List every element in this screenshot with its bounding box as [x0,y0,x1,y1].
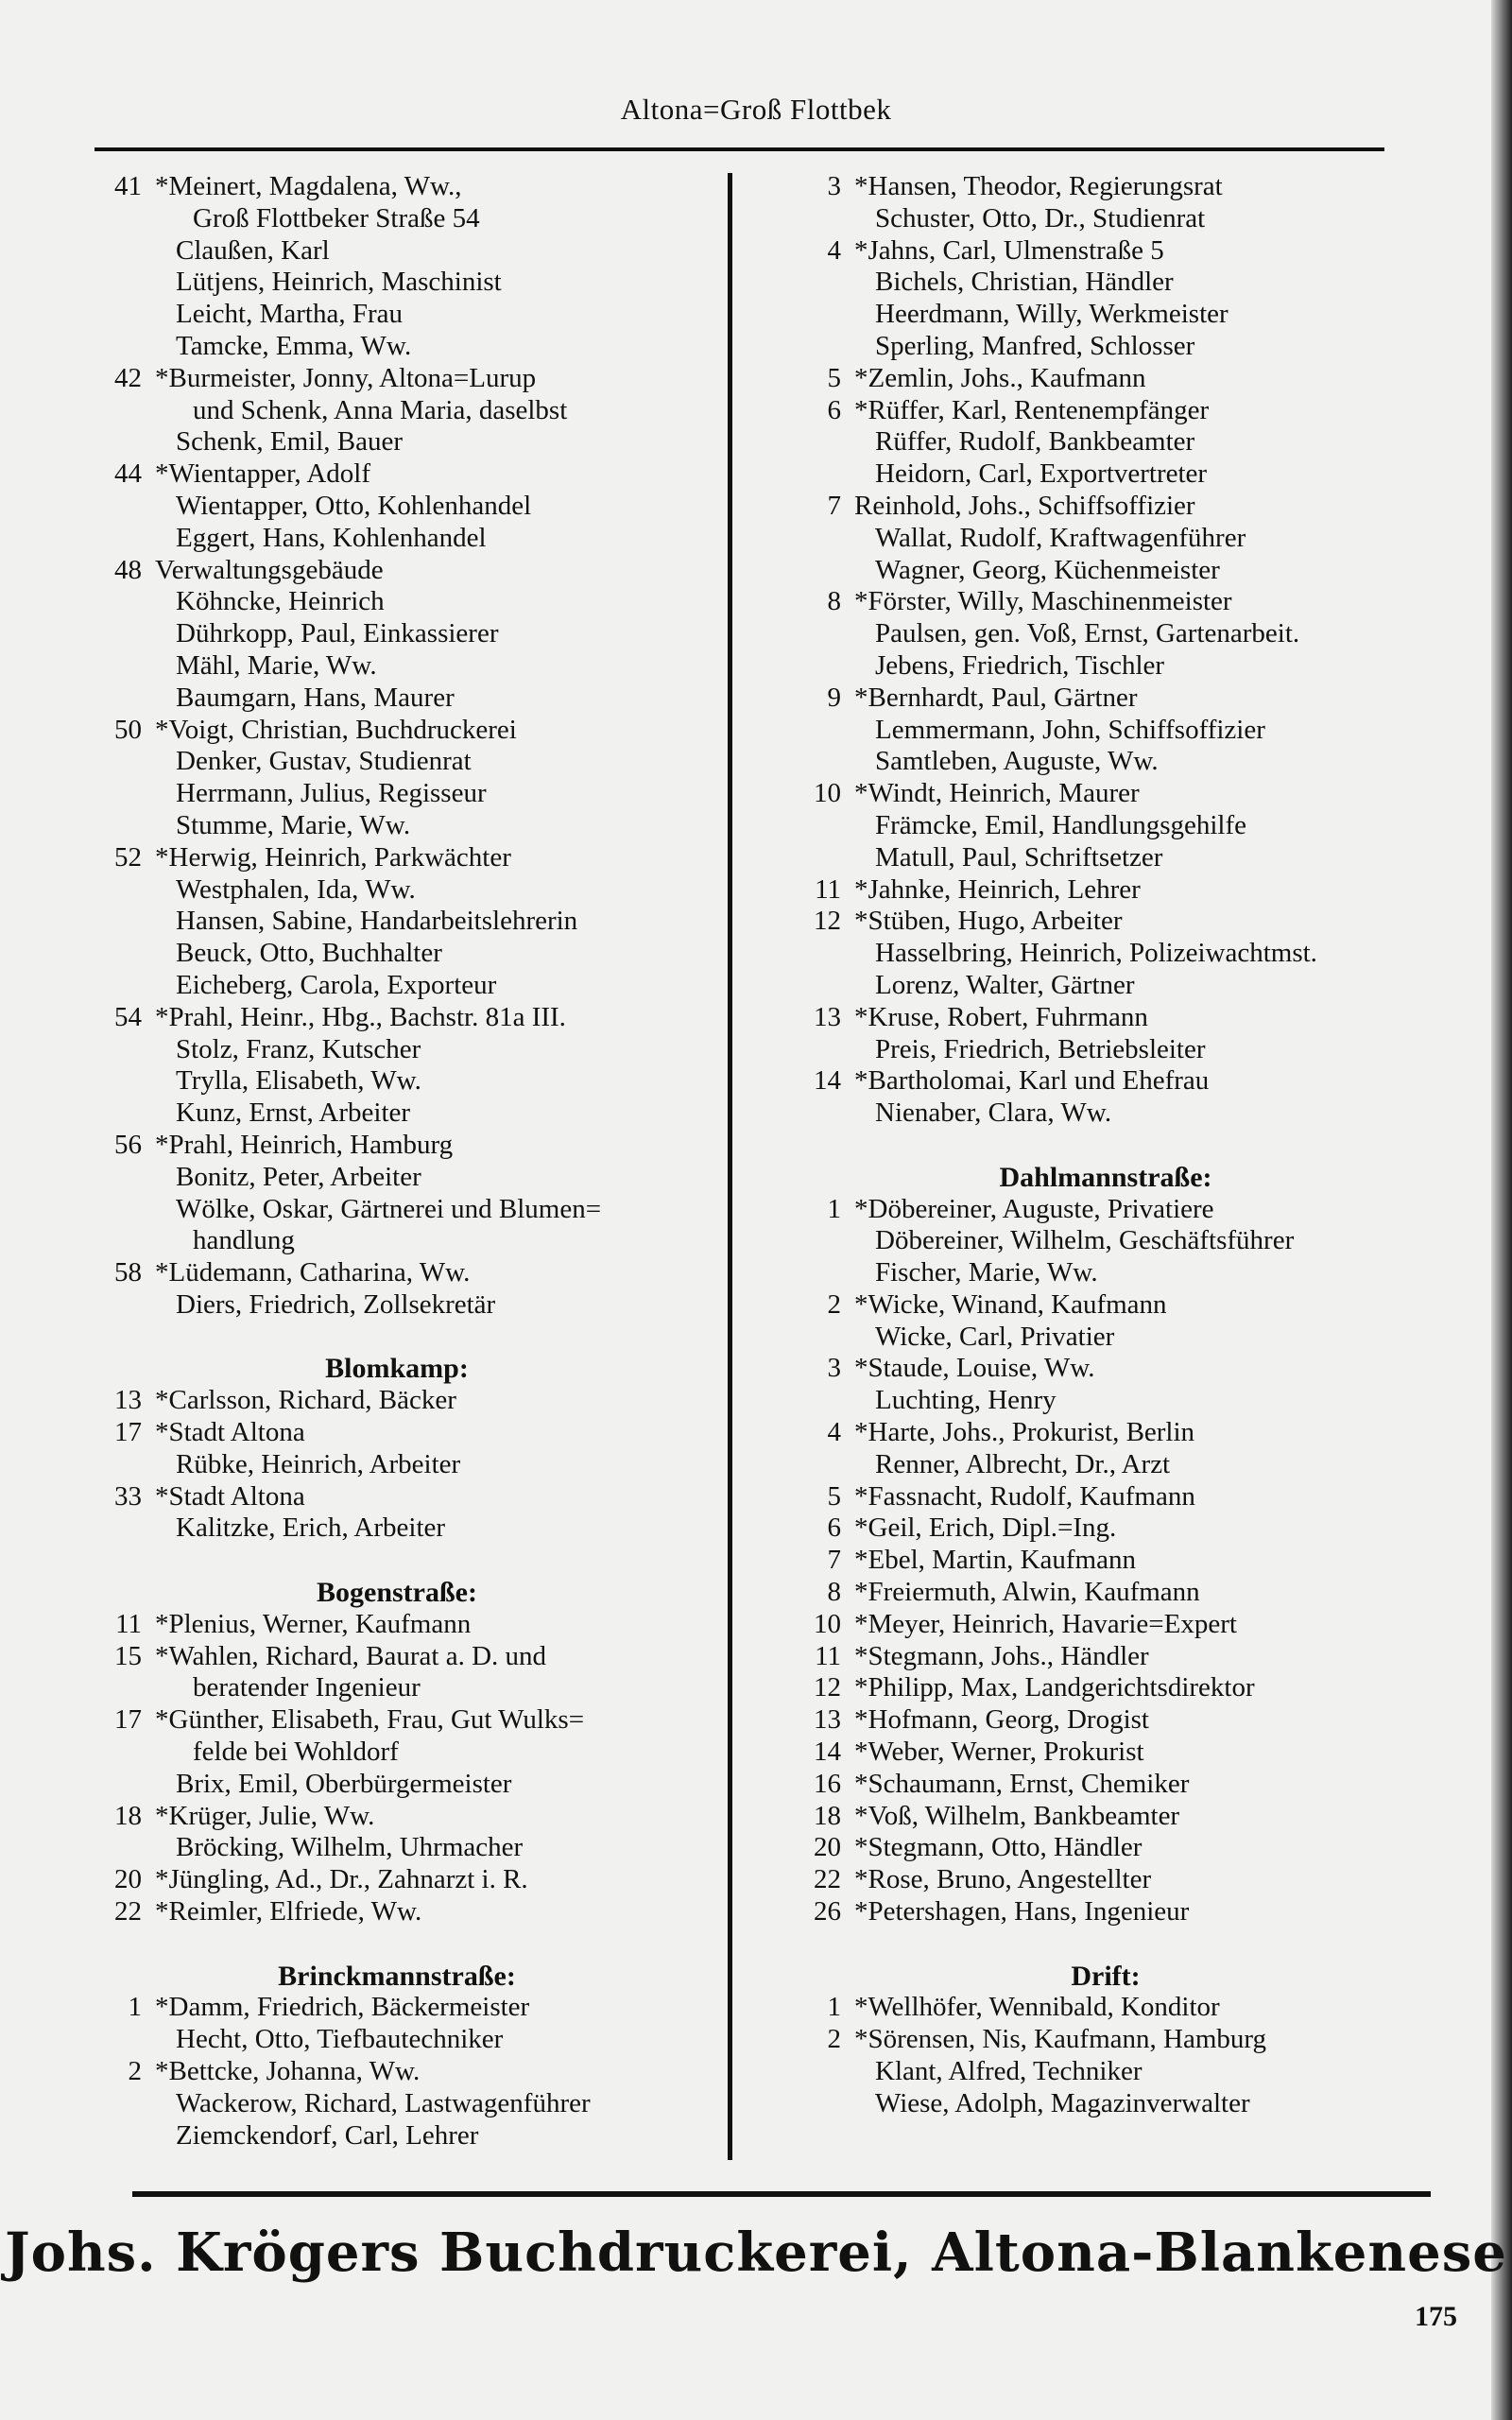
directory-entry [76,746,718,778]
street-heading: Dahlmannstraße: [999,1161,1212,1193]
resident-text: *Stegmann, Johs., Händler [854,1640,1149,1671]
house-number: 15 [114,1640,142,1671]
resident-text: *Stüben, Hugo, Arbeiter [854,906,1123,937]
resident-text: Wallat, Rudolf, Kraftwagenführer [875,522,1246,553]
directory-entry [775,1704,1436,1737]
resident-text: *Philipp, Max, Landgerichtsdirektor [854,1672,1255,1703]
directory-entry [775,1609,1436,1641]
house-number: 54 [114,1001,142,1032]
resident-text: *Prahl, Heinrich, Hamburg [155,1129,454,1160]
house-number: 3 [827,171,841,201]
resident-text: *Stadt Altona [155,1417,305,1448]
resident-text: Groß Flottbeker Straße 54 [193,202,480,233]
resident-text: *Jahnke, Heinrich, Lehrer [854,873,1141,905]
directory-entry [775,938,1436,970]
resident-text: *Voß, Wilhelm, Bankbeamter [854,1800,1180,1831]
directory-entry [775,1896,1436,1928]
resident-text: beratender Ingenieur [193,1672,421,1703]
directory-entry [775,970,1436,1002]
house-number: 44 [114,458,142,490]
house-number: 13 [114,1385,142,1416]
house-number: 8 [827,1577,841,1608]
resident-text: Jebens, Friedrich, Tischler [875,649,1165,681]
directory-entry [775,586,1436,618]
house-number: 4 [827,234,841,266]
street-heading: Drift: [1071,1960,1141,1992]
resident-text: *Lüdemann, Catharina, Ww. [155,1257,471,1288]
directory-entry [76,458,718,491]
resident-text: *Wahlen, Richard, Baurat a. D. und [155,1640,547,1671]
directory-entry [775,2024,1436,2056]
directory-entry [775,171,1436,203]
footer-banner: Johs. Krögers Buchdruckerei, Altona-Blankenese [5,2221,1507,2284]
resident-text: *Meyer, Heinrich, Havarie=Expert [854,1608,1237,1639]
resident-text: Kunz, Ernst, Arbeiter [176,1098,411,1129]
resident-text: *Bartholomai, Karl und Ehefrau [854,1065,1210,1097]
directory-entry [76,235,718,268]
directory-entry [76,1737,718,1769]
directory-entry [76,171,718,203]
house-number: 41 [114,171,142,201]
directory-entry [76,1992,718,2024]
directory-entry [775,1257,1436,1289]
directory-entry [76,906,718,938]
directory-entry [76,1801,718,1833]
directory-entry [76,1385,718,1417]
directory-entry [76,1704,718,1737]
resident-text: Trylla, Elisabeth, Ww. [176,1065,421,1097]
directory-entry [775,555,1436,587]
resident-text: *Hofmann, Georg, Drogist [854,1704,1149,1736]
resident-text: Wackerow, Richard, Lastwagenführer [176,2087,591,2118]
house-number: 18 [814,1800,841,1831]
house-number: 8 [827,586,841,617]
directory-entry [775,650,1436,683]
directory-entry [775,715,1436,747]
resident-text: Wientapper, Otto, Kohlenhandel [176,490,532,521]
house-number: 42 [114,362,142,393]
resident-text: *Bernhardt, Paul, Gärtner [854,682,1138,713]
directory-entry [76,331,718,363]
house-number: 22 [114,1896,142,1927]
column-divider [728,173,732,2160]
house-number: 56 [114,1129,142,1160]
resident-text: Dührkopp, Paul, Einkassierer [176,618,499,649]
resident-text: *Jüngling, Ad., Dr., Zahnarzt i. R. [155,1864,528,1895]
directory-entry [76,1641,718,1673]
resident-text: *Schaumann, Ernst, Chemiker [854,1768,1190,1799]
house-number: 13 [814,1001,841,1032]
resident-text: *Harte, Johs., Prokurist, Berlin [854,1417,1195,1448]
house-number: 52 [114,841,142,873]
directory-entry [775,1737,1436,1769]
resident-text: Wagner, Georg, Küchenmeister [875,554,1220,585]
house-number: 13 [814,1704,841,1736]
resident-text: *Windt, Heinrich, Maurer [854,778,1140,809]
resident-text: Lemmermann, John, Schiffsoffizier [875,714,1265,745]
directory-entry [775,1385,1436,1417]
house-number: 5 [827,1480,841,1512]
resident-text: Bichels, Christian, Händler [875,267,1174,298]
resident-text: *Döbereiner, Auguste, Privatiere [854,1193,1214,1224]
resident-text: *Jahns, Carl, Ulmenstraße 5 [854,234,1164,266]
resident-text: *Wicke, Winand, Kaufmann [854,1288,1167,1320]
resident-text: *Wientapper, Adolf [155,458,370,490]
directory-entry [76,1417,718,1449]
resident-text: Döbereiner, Wilhelm, Geschäftsführer [875,1225,1295,1256]
house-number: 17 [114,1417,142,1448]
street-heading: Blomkamp: [325,1353,469,1385]
resident-text: Westphalen, Ida, Ww. [176,873,416,905]
resident-text: Sperling, Manfred, Schlosser [875,330,1195,361]
directory-entry [775,683,1436,715]
directory-entry [775,1194,1436,1226]
directory-entry [775,1512,1436,1545]
resident-text: *Geil, Erich, Dipl.=Ing. [854,1512,1117,1544]
resident-text: Heidorn, Carl, Exportvertreter [875,458,1208,490]
right-column [775,171,1436,2120]
directory-entry [775,267,1436,299]
resident-text: Fischer, Marie, Ww. [875,1257,1098,1288]
resident-text: Luchting, Henry [875,1385,1057,1416]
directory-entry [775,1002,1436,1034]
resident-text: Wicke, Carl, Privatier [875,1321,1115,1352]
resident-text: Främcke, Emil, Handlungsgehilfe [875,809,1247,840]
directory-entry [775,746,1436,778]
house-number: 4 [827,1417,841,1448]
house-number: 6 [827,394,841,425]
resident-text: Brix, Emil, Oberbürgermeister [176,1768,512,1799]
directory-entry [76,203,718,235]
house-number: 50 [114,714,142,745]
directory-entry [775,1225,1436,1257]
directory-entry [775,458,1436,491]
directory-entry [76,1896,718,1928]
directory-entry [76,618,718,650]
directory-entry [76,1672,718,1704]
directory-entry [775,523,1436,555]
resident-text: Leicht, Martha, Frau [176,299,403,330]
house-number: 11 [815,1640,841,1671]
resident-text: Eicheberg, Carola, Exporteur [176,969,497,1000]
directory-entry [775,906,1436,938]
resident-text: Baumgarn, Hans, Maurer [176,682,455,713]
resident-text: *Wellhöfer, Wennibald, Konditor [854,1992,1220,2023]
house-number: 26 [814,1896,841,1927]
resident-text: *Damm, Friedrich, Bäckermeister [155,1992,530,2023]
directory-entry [775,2088,1436,2120]
resident-text: Reinhold, Johs., Schiffsoffizier [854,490,1195,521]
directory-entry [76,2056,718,2088]
resident-text: *Plenius, Werner, Kaufmann [155,1608,472,1639]
resident-text: Schuster, Otto, Dr., Studienrat [875,202,1206,233]
directory-entry [76,1512,718,1545]
directory-entry [775,1577,1436,1609]
directory-entry [775,299,1436,331]
directory-entry [76,970,718,1002]
directory-entry [76,650,718,683]
directory-entry [775,1832,1436,1864]
directory-entry [775,842,1436,874]
house-number: 58 [114,1257,142,1288]
directory-entry [76,1481,718,1513]
resident-text: Claußen, Karl [176,234,330,266]
directory-entry [775,810,1436,842]
directory-entry [775,1353,1436,1385]
resident-text: *Sörensen, Nis, Kaufmann, Hamburg [854,2024,1267,2055]
directory-entry [76,1449,718,1481]
page-number: 175 [1415,2301,1457,2332]
resident-text: *Günther, Elisabeth, Frau, Gut Wulks= [155,1704,585,1736]
directory-entry [775,1481,1436,1513]
directory-entry [775,618,1436,650]
directory-entry [775,2056,1436,2088]
resident-text: *Staude, Louise, Ww. [854,1353,1095,1384]
directory-entry [775,1769,1436,1801]
top-rule [94,147,1384,151]
running-head: Altona=Groß Flottbek [620,93,892,126]
resident-text: Klant, Alfred, Techniker [875,2056,1143,2087]
directory-entry [775,1641,1436,1673]
directory-entry [775,1801,1436,1833]
directory-entry [76,1065,718,1098]
directory-entry [76,2120,718,2152]
directory-entry [775,203,1436,235]
directory-entry [775,491,1436,523]
resident-text: *Carlsson, Richard, Bäcker [155,1385,456,1416]
resident-text: *Hansen, Theodor, Regierungsrat [854,171,1223,201]
house-number: 6 [827,1512,841,1544]
directory-entry [76,523,718,555]
resident-text: *Reimler, Elfriede, Ww. [155,1896,422,1927]
directory-entry [775,778,1436,810]
resident-text: *Ebel, Martin, Kaufmann [854,1545,1136,1576]
house-number: 1 [827,1193,841,1224]
directory-entry [76,683,718,715]
directory-entry [76,778,718,810]
directory-entry [76,1162,718,1194]
resident-text: Ziemckendorf, Carl, Lehrer [176,2119,479,2151]
house-number: 12 [814,1672,841,1703]
directory-entry [775,1034,1436,1066]
resident-text: Beuck, Otto, Buchhalter [176,938,442,969]
directory-entry [76,1225,718,1257]
directory-entry [76,1609,718,1641]
directory-entry [76,715,718,747]
resident-text: Samtleben, Auguste, Ww. [875,746,1159,777]
resident-text: Wiese, Adolph, Magazinverwalter [875,2087,1250,2118]
directory-entry [76,1034,718,1066]
house-number: 2 [827,2024,841,2055]
section-gap [775,1130,1436,1162]
directory-entry [775,235,1436,268]
resident-text: *Kruse, Robert, Fuhrmann [854,1001,1148,1032]
street-heading: Bogenstraße: [317,1577,477,1609]
house-number: 1 [128,1992,142,2023]
house-number: 2 [827,1288,841,1320]
resident-text: Preis, Friedrich, Betriebsleiter [875,1033,1206,1064]
directory-entry [775,1322,1436,1354]
directory-entry [76,1098,718,1130]
resident-text: *Freiermuth, Alwin, Kaufmann [854,1577,1200,1608]
house-number: 14 [814,1737,841,1768]
directory-entry [76,426,718,458]
resident-text: Nienaber, Clara, Ww. [875,1098,1112,1129]
directory-entry [76,1194,718,1226]
directory-entry [76,491,718,523]
house-number: 20 [114,1864,142,1895]
resident-text: Köhncke, Heinrich [176,586,385,617]
directory-entry [76,2024,718,2056]
house-number: 9 [827,682,841,713]
resident-text: Matull, Paul, Schriftsetzer [875,841,1163,873]
house-number: 1 [827,1992,841,2023]
house-number: 11 [115,1608,142,1639]
bottom-rule [132,2191,1431,2197]
directory-entry [76,2088,718,2120]
resident-text: und Schenk, Anna Maria, daselbst [193,394,568,425]
directory-entry [76,267,718,299]
directory-entry [775,1065,1436,1098]
house-number: 12 [814,906,841,937]
resident-text: Kalitzke, Erich, Arbeiter [176,1512,446,1544]
resident-text: Renner, Albrecht, Dr., Arzt [875,1448,1171,1479]
resident-text: Paulsen, gen. Voß, Ernst, Gartenarbeit. [875,618,1300,649]
resident-text: Hasselbring, Heinrich, Polizeiwachtmst. [875,938,1317,969]
directory-entry [775,1417,1436,1449]
resident-text: Bonitz, Peter, Arbeiter [176,1161,421,1192]
directory-entry [76,810,718,842]
resident-text: Lütjens, Heinrich, Maschinist [176,267,502,298]
resident-text: *Bettcke, Johanna, Ww. [155,2056,421,2087]
directory-entry [76,1864,718,1896]
directory-entry [76,938,718,970]
resident-text: Verwaltungsgebäude [155,554,384,585]
house-number: 48 [114,554,142,585]
house-number: 7 [827,490,841,521]
resident-text: *Petershagen, Hans, Ingenieur [854,1896,1190,1927]
directory-entry [775,1545,1436,1577]
directory-entry [775,395,1436,427]
directory-entry [76,299,718,331]
resident-text: Denker, Gustav, Studienrat [176,746,472,777]
left-column [76,171,718,2152]
section-gap [76,1928,718,1961]
resident-text: Rüffer, Rudolf, Bankbeamter [875,426,1195,458]
section-gap [76,1322,718,1354]
resident-text: *Krüger, Julie, Ww. [155,1800,375,1831]
resident-text: *Stegmann, Otto, Händler [854,1832,1143,1863]
resident-text: Bröcking, Wilhelm, Uhrmacher [176,1832,524,1863]
section-gap [76,1545,718,1577]
resident-text: *Fassnacht, Rudolf, Kaufmann [854,1480,1195,1512]
directory-entry [76,1002,718,1034]
house-number: 22 [814,1864,841,1895]
directory-entry [775,426,1436,458]
house-number: 2 [128,2056,142,2087]
page-edge-shadow [1491,0,1512,2420]
directory-entry [76,874,718,907]
resident-text: handlung [193,1225,295,1256]
directory-entry [775,1098,1436,1130]
directory-entry [76,1832,718,1864]
resident-text: *Weber, Werner, Prokurist [854,1737,1144,1768]
house-number: 20 [814,1832,841,1863]
directory-entry [775,1992,1436,2024]
house-number: 18 [114,1800,142,1831]
resident-text: *Voigt, Christian, Buchdruckerei [155,714,517,745]
resident-text: *Herwig, Heinrich, Parkwächter [155,841,511,873]
house-number: 10 [814,1608,841,1639]
resident-text: *Rüffer, Karl, Rentenempfänger [854,394,1210,425]
house-number: 17 [114,1704,142,1736]
directory-entry [76,363,718,395]
directory-entry [775,363,1436,395]
resident-text: Mähl, Marie, Ww. [176,649,377,681]
resident-text: Rübke, Heinrich, Arbeiter [176,1448,461,1479]
directory-entry [76,1130,718,1162]
resident-text: Eggert, Hans, Kohlenhandel [176,522,487,553]
resident-text: Schenk, Emil, Bauer [176,426,404,458]
directory-entry [76,395,718,427]
directory-entry [775,1449,1436,1481]
resident-text: Hecht, Otto, Tiefbautechniker [176,2024,504,2055]
street-heading: Brinckmannstraße: [278,1960,516,1992]
directory-entry [76,842,718,874]
directory-entry [775,1864,1436,1896]
resident-text: Diers, Friedrich, Zollsekretär [176,1288,496,1320]
resident-text: Lorenz, Walter, Gärtner [875,969,1135,1000]
resident-text: Stolz, Franz, Kutscher [176,1033,421,1064]
house-number: 7 [827,1545,841,1576]
directory-entry [76,586,718,618]
resident-text: Stumme, Marie, Ww. [176,809,411,840]
directory-entry [76,1769,718,1801]
house-number: 3 [827,1353,841,1384]
directory-entry [775,874,1436,907]
house-number: 16 [814,1768,841,1799]
directory-entry [76,555,718,587]
resident-text: *Prahl, Heinr., Hbg., Bachstr. 81a III. [155,1001,566,1032]
resident-text: *Förster, Willy, Maschinenmeister [854,586,1232,617]
house-number: 10 [814,778,841,809]
directory-entry [76,1257,718,1289]
resident-text: felde bei Wohldorf [193,1737,399,1768]
resident-text: Herrmann, Julius, Regisseur [176,778,487,809]
directory-entry [775,331,1436,363]
resident-text: Hansen, Sabine, Handarbeitslehrerin [176,906,578,937]
resident-text: *Stadt Altona [155,1480,305,1512]
house-number: 14 [814,1065,841,1097]
house-number: 33 [114,1480,142,1512]
directory-entry [775,1672,1436,1704]
house-number: 5 [827,362,841,393]
resident-text: Wölke, Oskar, Gärtnerei und Blumen= [176,1193,602,1224]
resident-text: Tamcke, Emma, Ww. [176,330,412,361]
section-gap [775,1928,1436,1961]
resident-text: *Burmeister, Jonny, Altona=Lurup [155,362,537,393]
directory-entry [775,1289,1436,1322]
directory-entry [76,1289,718,1322]
resident-text: *Zemlin, Johs., Kaufmann [854,362,1146,393]
resident-text: *Meinert, Magdalena, Ww., [155,171,462,201]
resident-text: *Rose, Bruno, Angestellter [854,1864,1152,1895]
resident-text: Heerdmann, Willy, Werkmeister [875,299,1228,330]
house-number: 11 [815,873,841,905]
